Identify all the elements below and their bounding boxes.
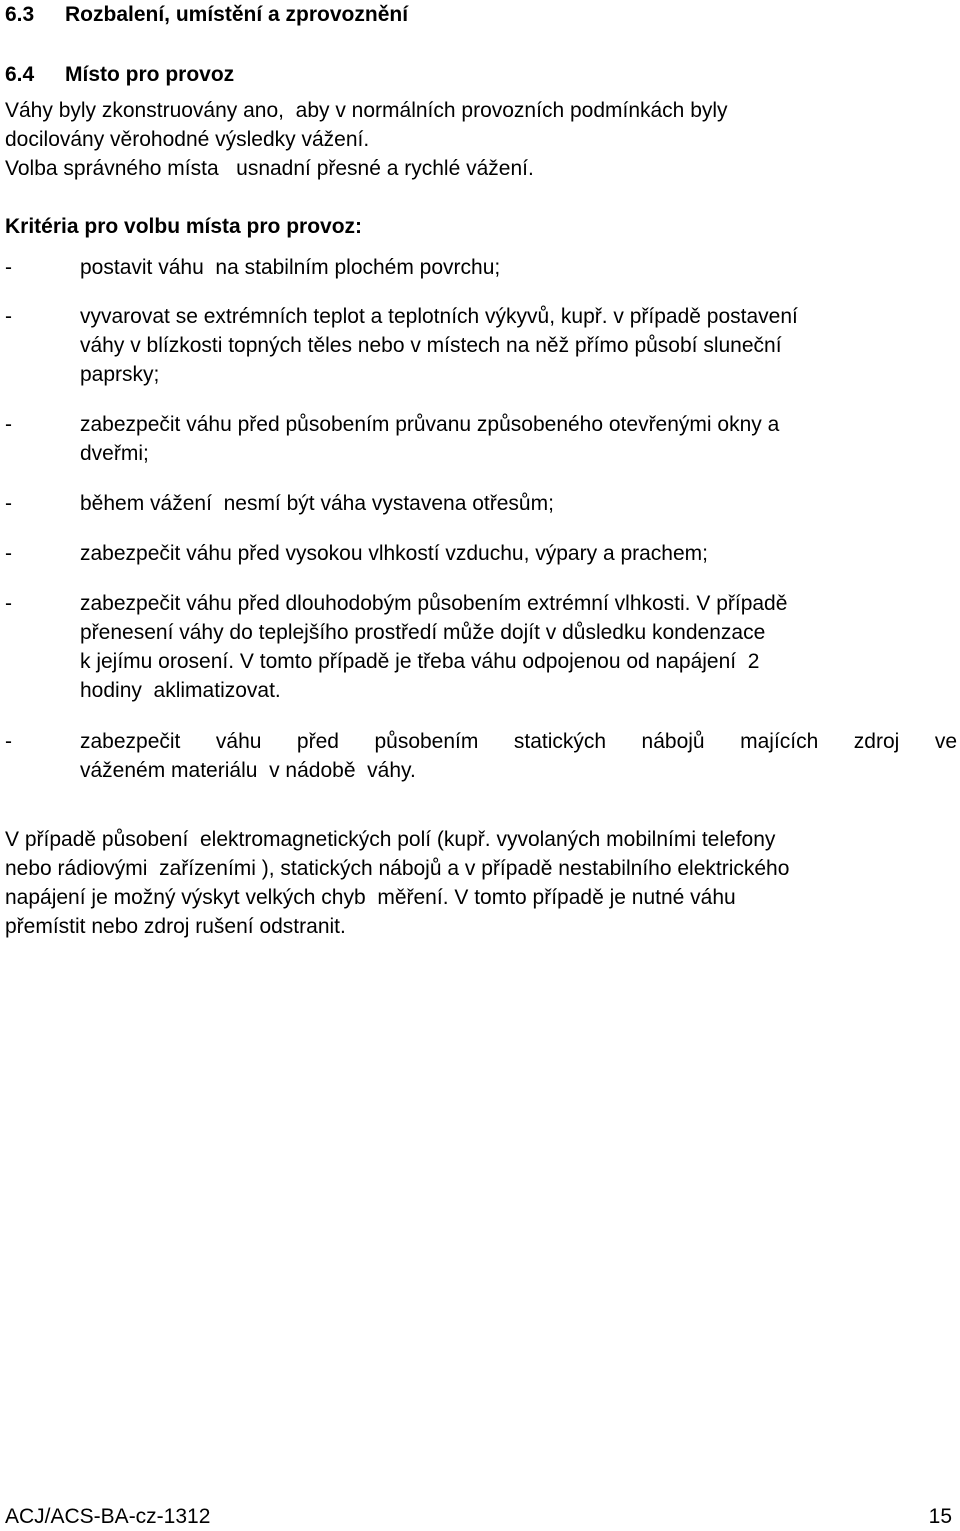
section-heading-6-3 xyxy=(5,0,408,29)
bullet-dash: - xyxy=(5,305,12,328)
list-item-line: vyvarovat se extrémních teplot a teplotních výkyvů, kupř. v případě postavení xyxy=(80,305,798,328)
bullet-dash: - xyxy=(5,730,12,753)
list-item xyxy=(0,410,958,468)
page-number: 15 xyxy=(928,1505,952,1528)
section-number: 6.4 xyxy=(5,63,35,86)
section-heading-6-4 xyxy=(5,60,234,89)
list-item xyxy=(0,727,958,785)
list-item-line: váženém materiálu v nádobě váhy. xyxy=(80,759,416,782)
intro-paragraph xyxy=(5,96,950,183)
closing-line: nebo rádiovými zařízeními ), statických nábojů a v případě nestabilního elektrického xyxy=(5,857,790,880)
bullet-dash: - xyxy=(5,256,12,279)
list-item-line: zabezpečit váhu před působením průvanu způsobeného otevřenými okny a xyxy=(80,413,780,436)
section-number: 6.3 xyxy=(5,3,35,26)
list-item-line: hodiny aklimatizovat. xyxy=(80,679,281,702)
document-code: ACJ/ACS-BA-cz-1312 xyxy=(5,1505,211,1528)
list-item-line: zabezpečit váhu před dlouhodobým působením extrémní vlhkosti. V případě xyxy=(80,592,788,615)
closing-paragraph xyxy=(5,825,955,941)
intro-line: Volba správného místa usnadní přesné a rychlé vážení. xyxy=(5,157,534,180)
closing-line: přemístit nebo zdroj rušení odstranit. xyxy=(5,915,346,938)
bullet-dash: - xyxy=(5,492,12,515)
criteria-heading: Kritéria pro volbu místa pro provoz: xyxy=(5,215,363,238)
bullet-dash: - xyxy=(5,413,12,436)
list-item xyxy=(0,589,958,705)
list-item-line: během vážení nesmí být váha vystavena otřesům; xyxy=(80,492,554,515)
list-item-line: přenesení váhy do teplejšího prostředí může dojít v důsledku kondenzace xyxy=(80,621,766,644)
list-item-line: dveřmi; xyxy=(80,442,149,465)
list-item-line: zabezpečit váhu před působením statických nábojů majících zdroj ve xyxy=(80,730,957,753)
intro-line: docilovány věrohodné výsledky vážení. xyxy=(5,128,370,151)
list-item-line: váhy v blízkosti topných těles nebo v místech na něž přímo působí sluneční xyxy=(80,334,782,357)
list-item xyxy=(0,539,958,568)
list-item-line: k jejímu orosení. V tomto případě je třeba váhu odpojenou od napájení 2 xyxy=(80,650,760,673)
section-title: Místo pro provoz xyxy=(65,63,235,86)
bullet-dash: - xyxy=(5,542,12,565)
bullet-dash: - xyxy=(5,592,12,615)
closing-line: napájení je možný výskyt velkých chyb měření. V tomto případě je nutné váhu xyxy=(5,886,736,909)
list-item xyxy=(0,302,958,389)
closing-line: V případě působení elektromagnetických polí (kupř. vyvolaných mobilními telefony xyxy=(5,828,776,851)
section-title: Rozbalení, umístění a zprovoznění xyxy=(65,3,409,26)
list-item-line: paprsky; xyxy=(80,363,160,386)
list-item-line: postavit váhu na stabilním plochém povrchu; xyxy=(80,256,501,279)
list-item xyxy=(0,489,958,518)
intro-line: Váhy byly zkonstruovány ano, aby v normálních provozních podmínkách byly xyxy=(5,99,728,122)
list-item xyxy=(0,253,958,282)
list-item-line: zabezpečit váhu před vysokou vlhkostí vzduchu, výpary a prachem; xyxy=(80,542,708,565)
